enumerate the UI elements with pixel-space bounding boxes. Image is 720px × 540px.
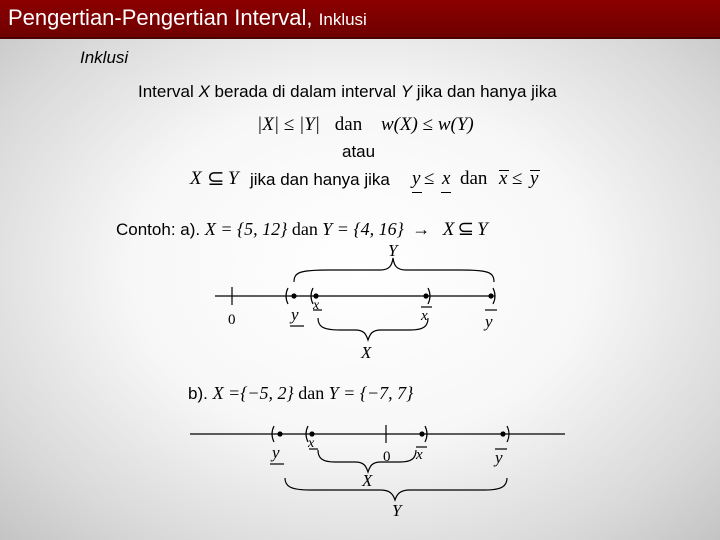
formula2-upper-y: y: [530, 168, 539, 189]
label-y-a: Y: [388, 241, 398, 260]
label-y-under-a: y: [291, 305, 299, 324]
example-b-dan: dan: [298, 383, 325, 403]
definition-y: Y: [400, 82, 413, 101]
dan-text: dan: [334, 114, 363, 135]
example-a-dan: dan: [291, 219, 318, 239]
definition-x: X: [198, 82, 210, 101]
point-y-upper-b: [500, 431, 505, 436]
subset-symbol: ⊆: [207, 166, 225, 190]
definition-pre: Interval: [138, 82, 199, 101]
width-y: w(Y): [437, 114, 474, 135]
formula2-x: X: [190, 168, 202, 189]
formula2-upper-x: x: [499, 168, 508, 189]
formula2-le-2: ≤: [512, 168, 523, 189]
formula2-lower-x: x: [442, 168, 451, 189]
title-small: Inklusi: [318, 10, 367, 29]
leq-symbol: ≤: [283, 114, 295, 135]
label-y-over-b: y: [495, 448, 503, 467]
definition-post: jika dan hanya jika: [412, 82, 557, 101]
brace-x-b: [318, 450, 416, 472]
example-a-label: Contoh: a).: [116, 220, 205, 239]
label-x-over-b: x: [416, 447, 423, 463]
leq-symbol-2: ≤: [422, 114, 434, 135]
point-y-lower-b: [277, 431, 282, 436]
label-x-over-a: x: [421, 308, 428, 324]
formula2-text: jika dan hanya jika: [250, 170, 390, 189]
example-a-result-x: X: [442, 219, 455, 240]
label-x-b: X: [362, 471, 373, 490]
label-x-under-b: x: [308, 436, 315, 451]
definition-mid: berada di dalam interval: [209, 82, 401, 101]
example-b-label: b).: [188, 384, 213, 403]
point-x-upper-b: [419, 431, 424, 436]
formula2-lower-y: y: [412, 168, 421, 189]
label-zero-a: 0: [228, 312, 236, 328]
section-heading: Inklusi: [80, 48, 129, 67]
example-a-result-y: Y: [477, 219, 488, 240]
abs-x: |X|: [257, 114, 280, 135]
brace-y-b: [285, 478, 507, 500]
width-x: w(X): [380, 114, 418, 135]
formula2-y: Y: [228, 168, 239, 189]
example-a-set-y: Y = {4, 16}: [322, 219, 404, 239]
formula2-le: ≤: [424, 168, 435, 189]
label-zero-b: 0: [383, 449, 391, 465]
atau-text: atau: [342, 142, 376, 161]
example-b-set-y: Y = {−7, 7}: [328, 383, 414, 403]
example-b-set-x: X ={−5, 2}: [212, 383, 294, 403]
label-x-under-a: x: [313, 298, 320, 313]
arrow-icon: →: [412, 219, 431, 239]
abs-y: |Y|: [299, 114, 321, 135]
label-x-a: X: [361, 343, 372, 362]
example-a-subset: ⊆: [457, 218, 475, 240]
example-a-set-x: X = {5, 12}: [204, 219, 288, 239]
formula2-dan: dan: [460, 168, 488, 189]
label-y-b: Y: [392, 501, 402, 520]
label-y-under-b: y: [272, 443, 280, 462]
label-y-over-a: y: [485, 312, 493, 331]
title-main: Pengertian-Pengertian Interval,: [8, 5, 319, 30]
